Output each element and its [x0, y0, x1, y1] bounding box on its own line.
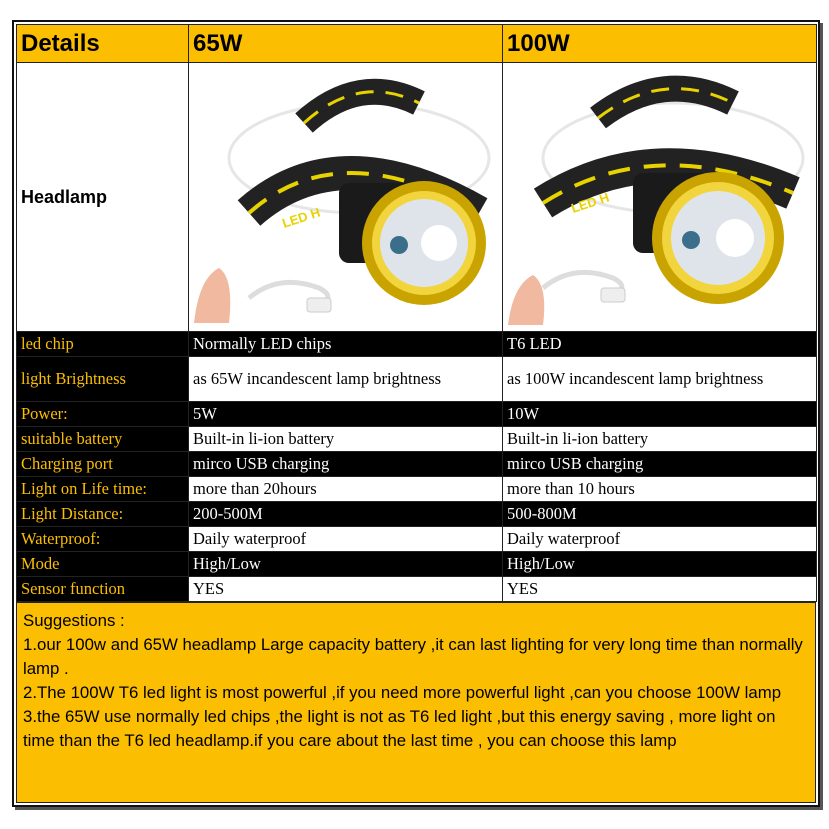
spec-key: light Brightness — [17, 357, 189, 402]
spec-row-battery — [17, 427, 817, 452]
spec-sheet — [12, 20, 820, 807]
spec-value-65w: Daily waterproof — [189, 527, 503, 552]
spec-value-100w: more than 10 hours — [503, 477, 817, 502]
spec-value-65w: 5W — [189, 402, 503, 427]
headlamp-label: Headlamp — [17, 63, 189, 332]
spec-value-100w: 500-800M — [503, 502, 817, 527]
spec-value-100w: Daily waterproof — [503, 527, 817, 552]
spec-key: suitable battery — [17, 427, 189, 452]
spec-value-65w: as 65W incandescent lamp brightness — [189, 357, 503, 402]
spec-key: Light on Life time: — [17, 477, 189, 502]
spec-value-65w: Built-in li-ion battery — [189, 427, 503, 452]
headlamp-65w-photo — [189, 63, 503, 332]
suggestions-title: Suggestions : — [23, 611, 125, 630]
spec-row-brightness — [17, 357, 817, 402]
spec-key: Power: — [17, 402, 189, 427]
spec-key: Mode — [17, 552, 189, 577]
header-row — [17, 25, 817, 63]
spec-value-100w: 10W — [503, 402, 817, 427]
spec-row-waterproof — [17, 527, 817, 552]
headlamp-100w-photo — [503, 63, 817, 332]
suggestion-item: 2.The 100W T6 led light is most powerful ,if you need more powerful light ,can you choose 100W lamp — [23, 683, 782, 702]
spec-value-100w: T6 LED — [503, 332, 817, 357]
spec-value-65w: Normally LED chips — [189, 332, 503, 357]
spec-row-led-chip — [17, 332, 817, 357]
svg-text:LED H: LED H — [280, 204, 323, 231]
spec-key: led chip — [17, 332, 189, 357]
spec-key: Sensor function — [17, 577, 189, 602]
spec-key: Light Distance: — [17, 502, 189, 527]
spec-row-distance — [17, 502, 817, 527]
spec-value-65w: YES — [189, 577, 503, 602]
spec-value-65w: more than 20hours — [189, 477, 503, 502]
spec-value-65w: 200-500M — [189, 502, 503, 527]
spec-key: Waterproof: — [17, 527, 189, 552]
spec-row-sensor — [17, 577, 817, 602]
spec-value-65w: mirco USB charging — [189, 452, 503, 477]
suggestion-item: 1.our 100w and 65W headlamp Large capacity battery ,it can last lighting for very long time than normally lamp . — [23, 635, 803, 678]
header-100w: 100W — [503, 25, 817, 63]
spec-value-100w: Built-in li-ion battery — [503, 427, 817, 452]
spec-key: Charging port — [17, 452, 189, 477]
spec-value-100w: as 100W incandescent lamp brightness — [503, 357, 817, 402]
spec-value-100w: High/Low — [503, 552, 817, 577]
image-row — [17, 63, 817, 332]
spec-row-charging — [17, 452, 817, 477]
spec-value-65w: High/Low — [189, 552, 503, 577]
comparison-table — [16, 24, 817, 602]
spec-row-power — [17, 402, 817, 427]
spec-value-100w: YES — [503, 577, 817, 602]
suggestions-box — [16, 602, 816, 803]
header-65w: 65W — [189, 25, 503, 63]
spec-row-mode — [17, 552, 817, 577]
suggestion-item: 3.the 65W use normally led chips ,the light is not as T6 led light ,but this energy saving , more light on time than the T6 led headlamp.if you care about the last time , you can choose this lamp — [23, 707, 776, 750]
header-details: Details — [17, 25, 189, 63]
spec-row-life-time — [17, 477, 817, 502]
svg-text:LED H: LED H — [569, 189, 612, 216]
spec-value-100w: mirco USB charging — [503, 452, 817, 477]
